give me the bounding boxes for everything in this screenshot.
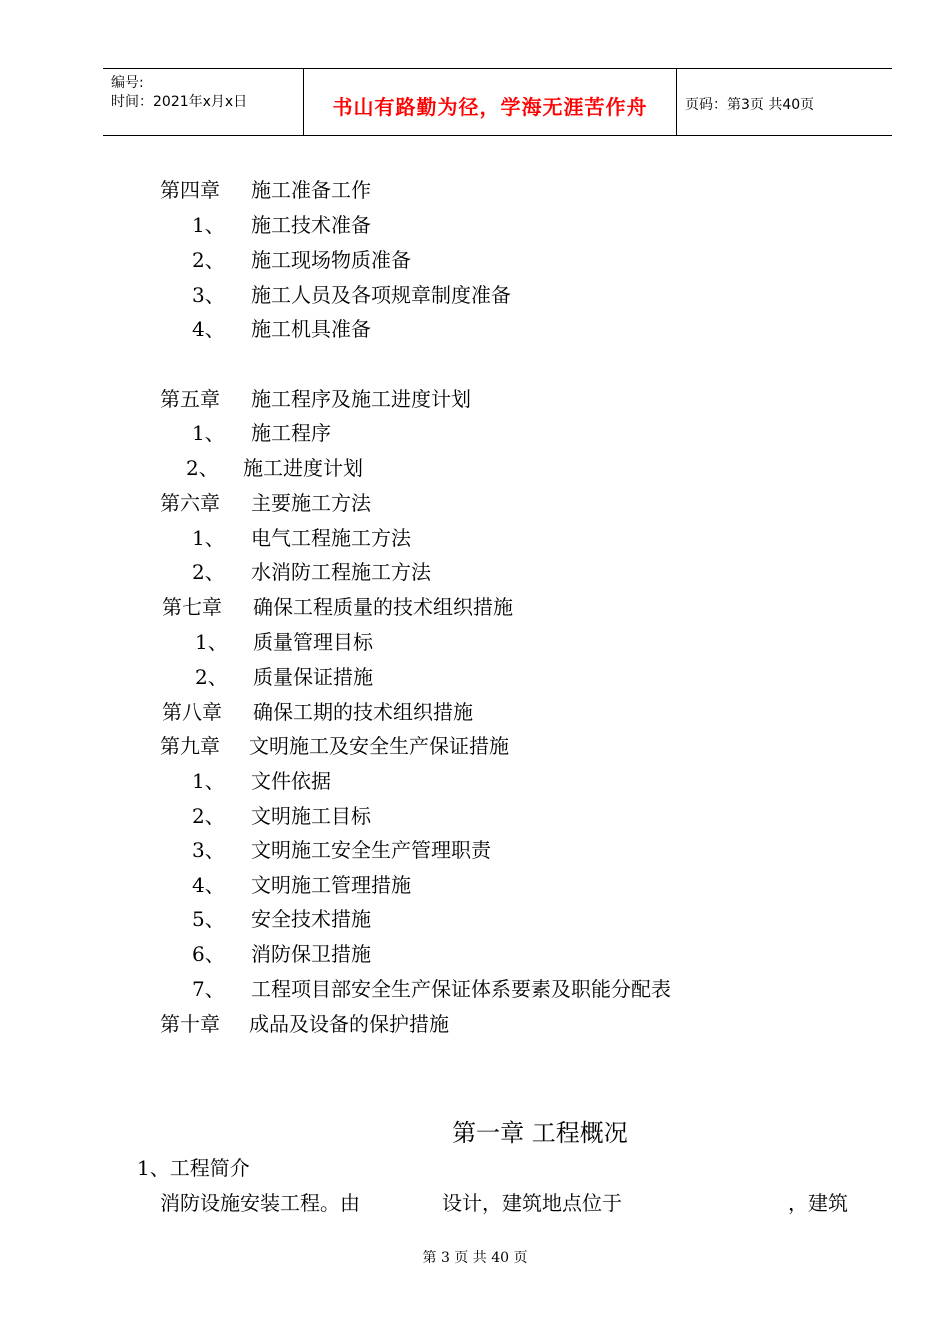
- toc-number: 第九章: [160, 734, 220, 758]
- toc-number: 2、: [192, 560, 225, 584]
- time-label: 时间：2021年x月x日: [111, 94, 248, 110]
- toc-entry: [192, 977, 671, 1001]
- page-info: 页码：第3页 共40页: [685, 97, 815, 113]
- toc-entry: [192, 942, 371, 966]
- toc-entry: [192, 873, 411, 897]
- toc-number: 3、: [192, 838, 225, 862]
- toc-text: 文明施工安全生产管理职责: [251, 838, 491, 862]
- toc-number: 2、: [195, 665, 228, 689]
- toc-number: 1、: [192, 421, 225, 445]
- toc-text: 水消防工程施工方法: [251, 560, 431, 584]
- toc-text: 主要施工方法: [251, 491, 371, 515]
- toc-text: 质量保证措施: [253, 665, 373, 689]
- toc-number: 第六章: [160, 491, 220, 515]
- header-left-cell: [103, 69, 303, 135]
- toc-entry: [192, 317, 371, 341]
- toc-number: 1、: [192, 526, 225, 550]
- toc-number: 6、: [192, 942, 225, 966]
- toc-entry: [192, 283, 511, 307]
- toc-number: 4、: [192, 317, 225, 341]
- toc-entry: [195, 630, 373, 654]
- toc-text: 安全技术措施: [251, 907, 371, 931]
- toc-number: 5、: [192, 907, 225, 931]
- toc-text: 文明施工目标: [251, 804, 371, 828]
- toc-text: 文明施工管理措施: [251, 873, 411, 897]
- page-header: [103, 68, 892, 136]
- toc-text: 施工现场物质准备: [251, 248, 411, 272]
- toc-text: 成品及设备的保护措施: [249, 1012, 449, 1036]
- toc-number: 第七章: [162, 595, 222, 619]
- toc-text: 确保工期的技术组织措施: [253, 700, 473, 724]
- toc-entry: [162, 595, 513, 619]
- motto-text: 书山有路勤为径，学海无涯苦作舟: [332, 95, 648, 119]
- toc-number: 第十章: [160, 1012, 220, 1036]
- toc-entry: [192, 526, 411, 550]
- toc-text: 工程项目部安全生产保证体系要素及职能分配表: [251, 977, 671, 1001]
- toc-entry: [192, 421, 331, 445]
- toc-entry: [192, 213, 371, 237]
- body-text-part3: ，建筑: [788, 1191, 848, 1215]
- toc-entry: [192, 769, 331, 793]
- toc-number: 2、: [186, 456, 219, 480]
- toc-entry: [192, 560, 431, 584]
- toc-entry: [186, 456, 363, 480]
- toc-number: 第五章: [160, 387, 220, 411]
- toc-entry: [160, 734, 509, 758]
- body-text-part1: 消防设施安装工程。由: [160, 1191, 360, 1215]
- toc-text: 施工程序及施工进度计划: [251, 387, 471, 411]
- toc-number: 1、: [192, 769, 225, 793]
- toc-text: 施工准备工作: [251, 178, 371, 202]
- toc-text: 施工人员及各项规章制度准备: [251, 283, 511, 307]
- toc-text: 质量管理目标: [253, 630, 373, 654]
- toc-entry: [160, 387, 471, 411]
- toc-number: 4、: [192, 873, 225, 897]
- header-motto-cell: [303, 69, 677, 135]
- toc-entry: [192, 838, 491, 862]
- toc-text: 文明施工及安全生产保证措施: [249, 734, 509, 758]
- toc-number: 1、: [192, 213, 225, 237]
- toc-entry: [160, 491, 371, 515]
- header-right-cell: [677, 69, 892, 135]
- toc-number: 2、: [192, 248, 225, 272]
- toc-entry: [195, 665, 373, 689]
- chapter-title: 第一章 工程概况: [452, 1119, 628, 1147]
- toc-text: 电气工程施工方法: [251, 526, 411, 550]
- toc-entry: [192, 248, 411, 272]
- toc-number: 2、: [192, 804, 225, 828]
- page-footer: 第 3 页 共 40 页: [422, 1250, 528, 1266]
- toc-text: 确保工程质量的技术组织措施: [253, 595, 513, 619]
- toc-number: 7、: [192, 977, 225, 1001]
- body-text-part2: 设计，建筑地点位于: [442, 1191, 622, 1215]
- toc-text: 文件依据: [251, 769, 331, 793]
- toc-entry: [192, 907, 371, 931]
- toc-entry: [192, 804, 371, 828]
- toc-entry: [160, 1012, 449, 1036]
- toc-text: 施工进度计划: [243, 456, 363, 480]
- toc-text: 施工技术准备: [251, 213, 371, 237]
- toc-number: 3、: [192, 283, 225, 307]
- toc-entry: [162, 700, 473, 724]
- toc-number: 1、: [195, 630, 228, 654]
- toc-text: 施工程序: [251, 421, 331, 445]
- toc-text: 施工机具准备: [251, 317, 371, 341]
- toc-number: 第四章: [160, 178, 220, 202]
- toc-entry: [160, 178, 371, 202]
- section-title: 1、工程简介: [137, 1156, 250, 1180]
- serial-label: 编号:: [111, 75, 144, 91]
- toc-number: 第八章: [162, 700, 222, 724]
- toc-text: 消防保卫措施: [251, 942, 371, 966]
